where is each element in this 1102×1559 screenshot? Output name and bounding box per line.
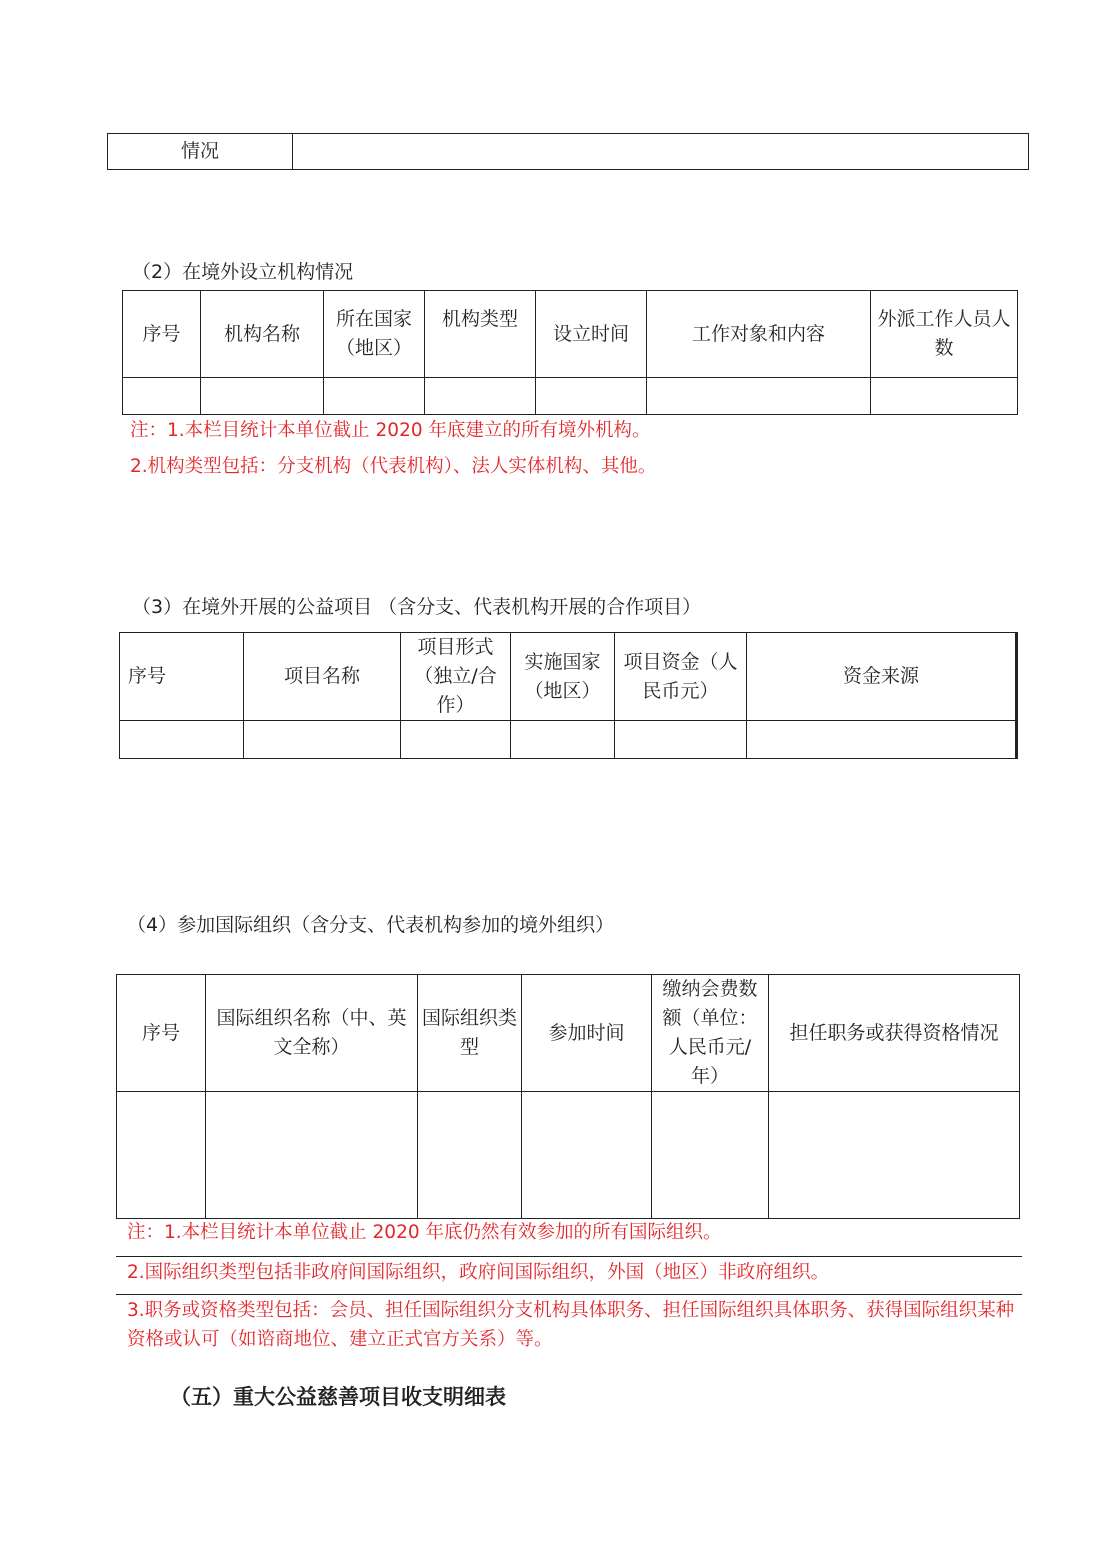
table-cell[interactable] (201, 378, 324, 415)
section-2-note-2: 2.机构类型包括：分支机构（代表机构）、法人实体机构、其他。 (130, 456, 657, 477)
top-table-label: 情况 (108, 134, 293, 170)
section-4-note-1: 注：1.本栏目统计本单位截止 2020 年底仍然有效参加的所有国际组织。 (127, 1222, 722, 1243)
table-row (123, 378, 1018, 415)
section-2-note-1: 注：1.本栏目统计本单位截止 2020 年底建立的所有境外机构。 (130, 420, 651, 441)
section-3-heading: （3）在境外开展的公益项目 （含分支、代表机构开展的合作项目） (132, 596, 702, 618)
note-divider (116, 1294, 1022, 1295)
col-header: 参加时间 (522, 975, 652, 1092)
col-header: 实施国家（地区） (511, 633, 615, 721)
table-cell[interactable] (615, 721, 747, 759)
col-header: 工作对象和内容 (647, 291, 871, 378)
col-header: 所在国家（地区） (324, 291, 425, 378)
international-orgs-table (116, 974, 1020, 1219)
col-header: 序号 (117, 975, 206, 1092)
col-header: 缴纳会费数额（单位：人民币元/年） (652, 975, 769, 1092)
table-cell[interactable] (117, 1092, 206, 1219)
col-header: 序号 (123, 291, 201, 378)
table-row (120, 721, 1017, 759)
section-4-note-3: 3.职务或资格类型包括：会员、担任国际组织分支机构具体职务、担任国际组织具体职务、获得国际组织某种资格或认可（如谘商地位、建立正式官方关系）等。 (127, 1300, 1015, 1350)
col-header: 国际组织名称（中、英文全称） (206, 975, 418, 1092)
col-header: 机构类型 (425, 291, 536, 378)
col-header: 担任职务或获得资格情况 (769, 975, 1020, 1092)
top-table-value[interactable] (293, 134, 1029, 170)
col-header: 项目资金（人民币元） (615, 633, 747, 721)
note-divider (116, 1256, 1022, 1257)
table-cell[interactable] (536, 378, 647, 415)
col-header: 项目名称 (244, 633, 401, 721)
top-table (107, 133, 1029, 170)
table-cell[interactable] (401, 721, 511, 759)
col-header: 设立时间 (536, 291, 647, 378)
table-cell[interactable] (769, 1092, 1020, 1219)
col-header: 国际组织类型 (418, 975, 522, 1092)
table-cell[interactable] (324, 378, 425, 415)
section-4-heading: （4）参加国际组织（含分支、代表机构参加的境外组织） (127, 914, 615, 936)
table-cell[interactable] (522, 1092, 652, 1219)
col-header: 资金来源 (747, 633, 1017, 721)
table-cell[interactable] (647, 378, 871, 415)
table-cell[interactable] (123, 378, 201, 415)
section-4-note-2: 2.国际组织类型包括非政府间国际组织，政府间国际组织，外国（地区）非政府组织。 (127, 1262, 830, 1283)
table-cell[interactable] (206, 1092, 418, 1219)
section-2-heading: （2）在境外设立机构情况 (132, 261, 354, 283)
table-cell[interactable] (418, 1092, 522, 1219)
table-cell[interactable] (511, 721, 615, 759)
table-cell[interactable] (244, 721, 401, 759)
table-cell[interactable] (747, 721, 1017, 759)
col-header: 序号 (120, 633, 244, 721)
table-cell[interactable] (652, 1092, 769, 1219)
col-header: 机构名称 (201, 291, 324, 378)
section-5-heading: （五）重大公益慈善项目收支明细表 (170, 1385, 506, 1409)
table-row (117, 1092, 1020, 1219)
overseas-projects-table (119, 632, 1018, 759)
col-header: 项目形式（独立/合作） (401, 633, 511, 721)
table-cell[interactable] (871, 378, 1018, 415)
col-header: 外派工作人员人数 (871, 291, 1018, 378)
table-cell[interactable] (120, 721, 244, 759)
overseas-institutions-table (122, 290, 1018, 415)
table-cell[interactable] (425, 378, 536, 415)
